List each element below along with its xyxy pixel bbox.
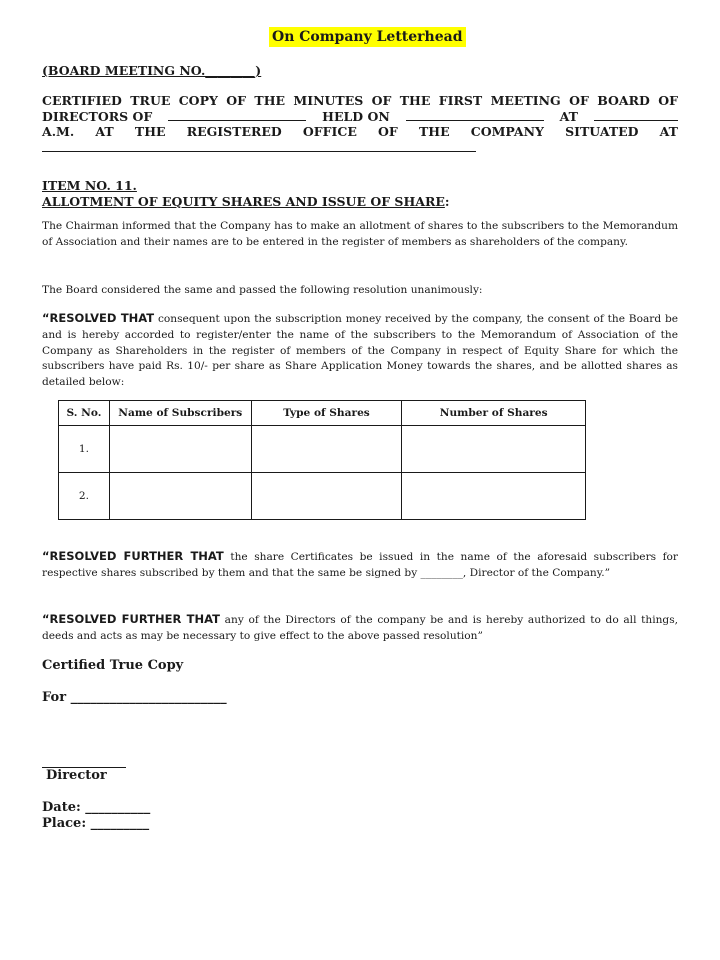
cert-segment: AT bbox=[559, 108, 578, 124]
table-header-row bbox=[59, 401, 586, 426]
table-header: Number of Shares bbox=[402, 401, 586, 426]
resolved-further-paragraph-2 bbox=[42, 612, 678, 645]
resolved-further-lead: “RESOLVED FURTHER THAT bbox=[42, 549, 224, 563]
resolved-lead: “RESOLVED THAT bbox=[42, 311, 155, 325]
cert-word: COPY bbox=[178, 93, 218, 108]
cert-word: MEETING bbox=[490, 93, 561, 108]
cert-word: BOARD bbox=[597, 93, 650, 108]
certification-block bbox=[42, 93, 678, 140]
cert-word: SITUATED bbox=[565, 124, 639, 139]
cert-word: CERTIFIED bbox=[42, 93, 122, 108]
resolved-paragraph bbox=[42, 311, 678, 391]
resolved-further-text: any of the Directors of the company be and is hereby authorized to do all things, deeds and acts as may be necessary to give effect to the above passed resolution” bbox=[42, 614, 679, 642]
cert-word: TRUE bbox=[130, 93, 171, 108]
date-field: Date: __________ bbox=[42, 800, 151, 815]
cert-segment: DIRECTORS OF bbox=[42, 108, 153, 124]
blank-time bbox=[594, 109, 678, 121]
cert-word: OF bbox=[378, 124, 398, 139]
cert-word: AT bbox=[659, 124, 678, 139]
table-row bbox=[59, 473, 586, 520]
table-cell bbox=[109, 473, 251, 520]
cert-word: COMPANY bbox=[470, 124, 544, 139]
item-number: ITEM NO. 11. bbox=[42, 178, 137, 193]
board-meeting-number: (BOARD MEETING NO.________) bbox=[42, 63, 262, 78]
for-company-line: For ________________________ bbox=[42, 690, 227, 705]
intro-paragraph: The Chairman informed that the Company has to make an allotment of shares to the subscribers to the Memorandum of Association and their names are to be entered in the register of members as shareholders of the company. bbox=[42, 220, 678, 248]
cert-word: THE bbox=[418, 124, 450, 139]
table-row bbox=[59, 426, 586, 473]
cert-word: FIRST bbox=[438, 93, 483, 108]
blank-held-on-date bbox=[406, 109, 544, 121]
cert-word: AT bbox=[95, 124, 114, 139]
cert-word: OFFICE bbox=[302, 124, 357, 139]
blank-registered-office-address bbox=[42, 151, 476, 152]
table-header: Type of Shares bbox=[251, 401, 402, 426]
certification-line-2 bbox=[42, 109, 678, 125]
cert-segment: HELD ON bbox=[322, 108, 390, 124]
cert-word: OF bbox=[371, 93, 392, 108]
director-label: Director bbox=[46, 768, 107, 783]
certified-true-copy-label: Certified True Copy bbox=[42, 658, 184, 673]
resolved-further-paragraph-1 bbox=[42, 549, 678, 582]
table-cell bbox=[402, 473, 586, 520]
cert-word: THE bbox=[134, 124, 166, 139]
table-header: S. No. bbox=[59, 401, 110, 426]
cert-word: OF bbox=[226, 93, 247, 108]
cert-word: MINUTES bbox=[293, 93, 364, 108]
table-cell bbox=[251, 473, 402, 520]
blank-company-name bbox=[168, 109, 306, 121]
table-cell: 2. bbox=[59, 473, 110, 520]
cert-word: REGISTERED bbox=[186, 124, 282, 139]
table-header: Name of Subscribers bbox=[109, 401, 251, 426]
cert-word: THE bbox=[399, 93, 431, 108]
resolved-further-text: the share Certificates be issued in the name of the aforesaid subscribers for respective shares subscribed by them and that the same be signed by ________, Director of the Company.” bbox=[42, 551, 678, 579]
considered-paragraph: The Board considered the same and passed the following resolution unanimously: bbox=[42, 284, 483, 296]
table-cell bbox=[402, 426, 586, 473]
table-cell bbox=[251, 426, 402, 473]
table-cell: 1. bbox=[59, 426, 110, 473]
cert-word: OF bbox=[658, 93, 678, 108]
subscribers-table bbox=[58, 400, 586, 520]
item-heading-text: ALLOTMENT OF EQUITY SHARES AND ISSUE OF SHARE bbox=[42, 194, 445, 209]
cert-word: OF bbox=[569, 93, 589, 108]
letterhead-label: On Company Letterhead bbox=[269, 27, 466, 47]
resolved-text: consequent upon the subscription money received by the company, the consent of the Board be and is hereby accorded to register/enter the name of the subscribers to the Memorandum of Association of the Company as Shareholders in the register of members of the Company in respect of Equity Share for which the subscribers have paid Rs. 10/- per share as Share Application Money towards the shares, and be allotted shares as detailed below: bbox=[42, 313, 678, 389]
certification-line-3 bbox=[42, 124, 678, 140]
item-heading bbox=[42, 194, 450, 209]
resolved-further-lead: “RESOLVED FURTHER THAT bbox=[42, 612, 221, 626]
cert-word: THE bbox=[254, 93, 286, 108]
table-cell bbox=[109, 426, 251, 473]
certification-line-1 bbox=[42, 93, 678, 109]
item-heading-suffix: : bbox=[444, 194, 450, 209]
place-field: Place: _________ bbox=[42, 816, 150, 831]
cert-word: A.M. bbox=[42, 124, 75, 139]
